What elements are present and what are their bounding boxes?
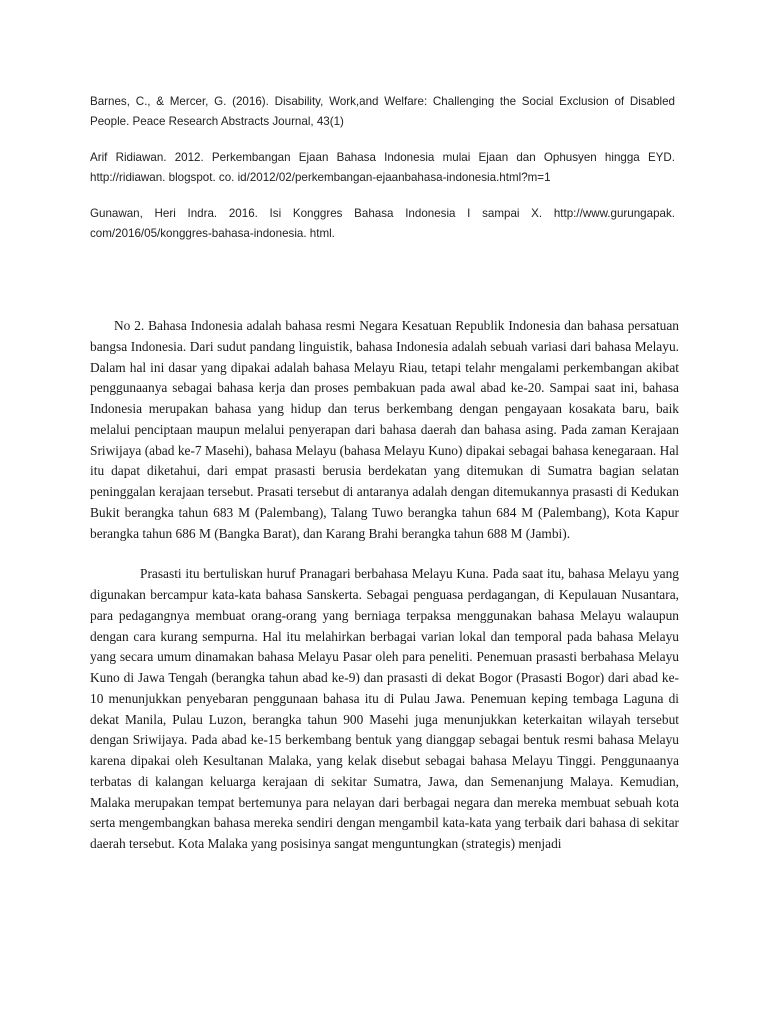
paragraph-no-2: No 2. Bahasa Indonesia adalah bahasa resmi Negara Kesatuan Republik Indonesia dan bahasa persatuan bangsa Indonesia. Dari sudut pandang linguistik, bahasa Indonesia adalah sebuah variasi dari bahasa Melayu. Dalam hal ini dasar yang dipakai adalah bahasa Melayu Riau, tetapi telahr mengalami perkembangan akibat penggunaanya sebagai bahasa kerja dan proses pembakuan pada awal abad ke-20. Sampai saat ini, bahasa Indonesia merupakan bahasa yang hidup dan terus berkembang dengan pengayaan kosakata baru, baik melalui penciptaan maupun melalui penyerapan dari bahasa daerah dan bahasa asing. Pada zaman Kerajaan Sriwijaya (abad ke-7 Masehi), bahasa Melayu (bahasa Melayu Kuno) dipakai sebagai bahasa kenegaraan. Hal itu dapat diketahui, dari empat prasasti berusia berdekatan yang ditemukan di Sumatra bagian selatan peninggalan kerajaan tersebut. Prasati tersebut di antaranya adalah dengan ditemukannya prasasti di Kedukan Bukit berangka tahun 683 M (Palembang), Talang Tuwo berangka tahun 684 M (Palembang), Kota Kapur berangka tahun 686 M (Bangka Barat), dan Karang Brahi berangka tahun 688 M (Jambi). [90,318,679,541]
paragraph-prasasti: Prasasti itu bertuliskan huruf Pranagari berbahasa Melayu Kuna. Pada saat itu, bahasa Melayu yang digunakan bercampur kata-kata bahasa Sanskerta. Sebagai penguasa perdagangan, di Kepulauan Nusantara, para pedagangnya membuat orang-orang yang berniaga terpaksa menggunakan bahasa Melayu walaupun dengan cara kurang sempurna. Hal itu melahirkan berbagai varian lokal dan temporal pada bahasa Melayu yang secara umum dinamakan bahasa Melayu Pasar oleh para peneliti. Penemuan prasasti berbahasa Melayu Kuno di Jawa Tengah (berangka tahun abad ke-9) dan prasasti di dekat Bogor (Prasasti Bogor) dari abad ke-10 menunjukkan penyebaran penggunaan bahasa itu di Pulau Jawa. Penemuan keping tembaga Laguna di dekat Manila, Pulau Luzon, berangka tahun 900 Masehi juga menunjukkan keterkaitan wilayah tersebut dengan Sriwijaya. Pada abad ke-15 berkembang bentuk yang dianggap sebagai bentuk resmi bahasa Melayu karena dipakai oleh Kesultanan Malaka, yang kelak disebut sebagai bahasa Melayu Tinggi. Penggunaanya terbatas di kalangan keluarga kerajaan di sekitar Sumatra, Jawa, dan Semenanjung Malaya. Kemudian, Malaka merupakan tempat bertemunya para nelayan dari berbagai negara dan mereka membuat sebuah kota serta mengembangkan bahasa mereka sendiri dengan mengambil kata-kata yang terbaik dari bahasa di sekitar daerah tersebut. Kota Malaka yang posisinya sangat menguntungkan (strategis) menjadi [90,566,679,851]
reference-item-gunawan: Gunawan, Heri Indra. 2016. Isi Konggres Bahasa Indonesia I sampai X. http://www.gurungapak. com/2016/05/konggres-bahasa-indonesia. html. [90,207,675,240]
reference-item-barnes: Barnes, C., & Mercer, G. (2016). Disability, Work,and Welfare: Challenging the Social Exclusion of Disabled People. Peace Research Abstracts Journal, 43(1) [90,95,675,128]
reference-item-ridiawan: Arif Ridiawan. 2012. Perkembangan Ejaan Bahasa Indonesia mulai Ejaan dan Ophusyen hingga EYD. http://ridiawan. blogspot. co. id/2012/02/perkembangan-ejaanbahasa-indonesia.html?m=1 [90,151,675,184]
reference-list [90,92,675,260]
body-text [90,316,679,855]
